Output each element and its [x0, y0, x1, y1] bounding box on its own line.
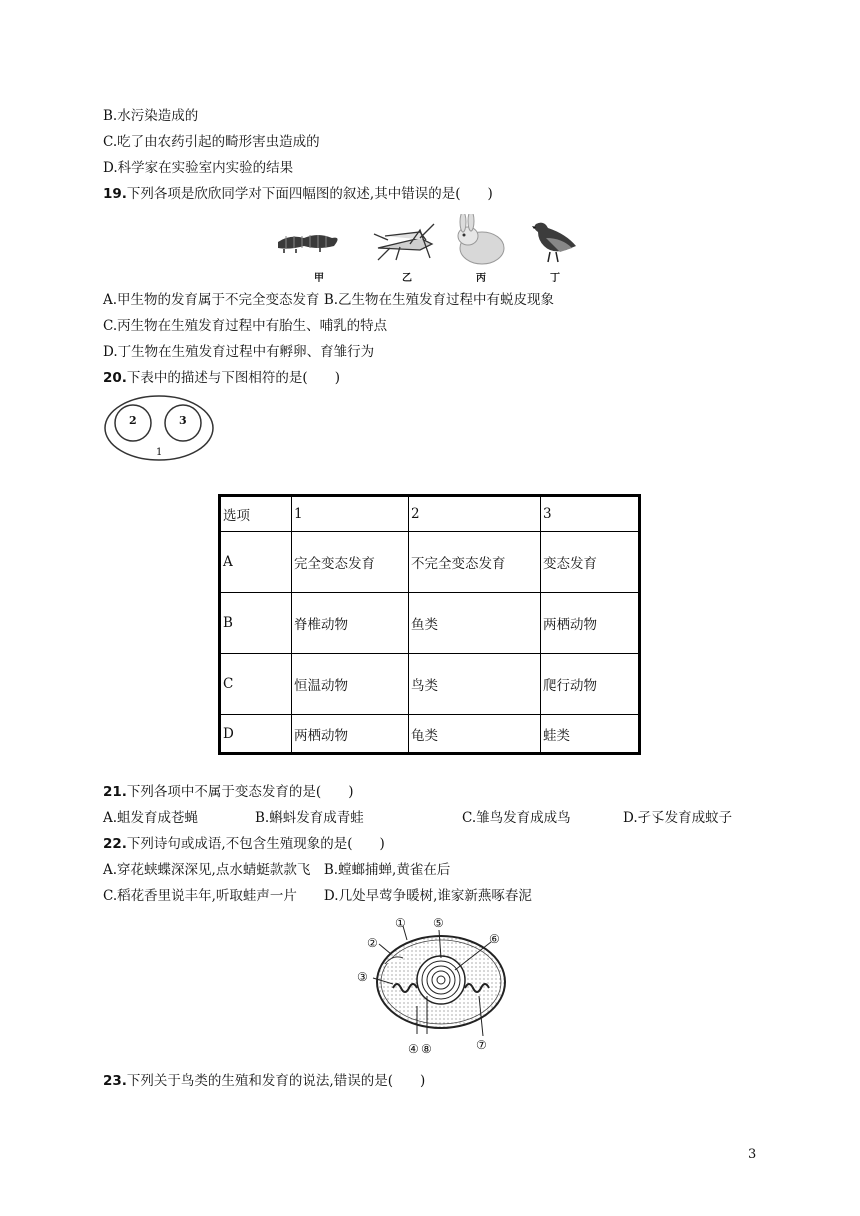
table-header-cell: 2: [409, 496, 541, 532]
q20-number: 20.: [103, 370, 127, 386]
q23-question: [103, 1072, 425, 1090]
q19-options-ab: A.甲生物的发育属于不完全变态发育 B.乙生物在生殖发育过程中有蜕皮现象: [103, 292, 555, 308]
grasshopper-image: [374, 224, 434, 260]
q21-option-b: B.蝌蚪发育成青蛙: [255, 810, 364, 826]
q21-option-a: A.蛆发育成苍蝇: [103, 810, 199, 826]
venn-diagram: [103, 393, 215, 463]
egg-label-2: ②: [367, 936, 378, 950]
caterpillar-image: [278, 235, 338, 253]
egg-label-4: ④: [408, 1042, 419, 1056]
q19-number: 19.: [103, 186, 127, 202]
q19-stem: 下列各项是欣欣同学对下面四幅图的叙述,其中错误的是( ): [126, 186, 493, 202]
q18-option-b: B.水污染造成的: [103, 108, 199, 124]
table-row: [220, 654, 640, 715]
table-cell: 爬行动物: [541, 654, 640, 715]
table-cell: B: [220, 593, 292, 654]
table-header-cell: 3: [541, 496, 640, 532]
q22-number: 22.: [103, 836, 127, 852]
q22-stem: 下列诗句或成语,不包含生殖现象的是( ): [126, 836, 385, 852]
table-cell: 鸟类: [409, 654, 541, 715]
table-header-row: [220, 496, 640, 532]
q22-options-ab: A.穿花蛱蝶深深见,点水蜻蜓款款飞 B.螳螂捕蝉,黄雀在后: [103, 862, 451, 878]
q22-options-cd: C.稻花香里说丰年,听取蛙声一片 D.几处早莺争暖树,谁家新燕啄春泥: [103, 888, 532, 904]
venn-label-3: 3: [179, 414, 187, 427]
animal-label-ding: 丁: [550, 273, 560, 284]
rabbit-image: [458, 214, 504, 264]
egg-label-3: ③: [357, 970, 368, 984]
q21-option-d: D.孑孓发育成蚊子: [623, 810, 733, 826]
table-cell: 恒温动物: [292, 654, 409, 715]
table-row: [220, 593, 640, 654]
q21-question: [103, 783, 353, 801]
q21-option-c: C.雏鸟发育成成鸟: [462, 810, 571, 826]
q18-option-d: D.科学家在实验室内实验的结果: [103, 160, 294, 176]
table-cell: 完全变态发育: [292, 532, 409, 593]
page-number: 3: [748, 1147, 757, 1162]
pigeon-image: [532, 223, 576, 262]
table-cell: 两栖动物: [541, 593, 640, 654]
egg-label-5: ⑤: [433, 916, 444, 930]
table-cell: 两栖动物: [292, 715, 409, 754]
table-cell: 不完全变态发育: [409, 532, 541, 593]
q23-stem: 下列关于鸟类的生殖和发育的说法,错误的是( ): [126, 1073, 426, 1089]
table-cell: 鱼类: [409, 593, 541, 654]
table-header-cell: 选项: [220, 496, 292, 532]
table-cell: C: [220, 654, 292, 715]
q18-option-c: C.吃了由农药引起的畸形害虫造成的: [103, 134, 320, 150]
egg-label-6: ⑥: [489, 932, 500, 946]
animal-label-bing: 丙: [476, 273, 486, 284]
q19-option-c: C.丙生物在生殖发育过程中有胎生、哺乳的特点: [103, 318, 388, 334]
table-cell: 脊椎动物: [292, 593, 409, 654]
q21-stem: 下列各项中不属于变态发育的是( ): [126, 784, 354, 800]
q19-question: [103, 185, 493, 203]
q20-question: [103, 369, 340, 387]
animal-label-jia: 甲: [314, 273, 324, 284]
q21-number: 21.: [103, 784, 127, 800]
table-cell: D: [220, 715, 292, 754]
table-row: [220, 532, 640, 593]
q20-options-table: [218, 494, 641, 755]
egg-label-8: ⑧: [421, 1042, 432, 1056]
q22-question: [103, 835, 385, 853]
egg-label-7: ⑦: [476, 1038, 487, 1052]
table-header-cell: 1: [292, 496, 409, 532]
q19-option-d: D.丁生物在生殖发育过程中有孵卵、育雏行为: [103, 344, 375, 360]
animal-label-yi: 乙: [402, 273, 412, 284]
table-cell: A: [220, 532, 292, 593]
table-cell: 龟类: [409, 715, 541, 754]
egg-structure-diagram: [355, 914, 515, 1058]
q23-number: 23.: [103, 1073, 127, 1089]
q20-stem: 下表中的描述与下图相符的是( ): [126, 370, 340, 386]
table-cell: 蛙类: [541, 715, 640, 754]
venn-label-2: 2: [129, 414, 137, 427]
venn-label-1: 1: [156, 447, 163, 458]
table-cell: 变态发育: [541, 532, 640, 593]
q19-animal-figure: [270, 214, 590, 284]
egg-label-1: ①: [395, 916, 406, 930]
table-row: [220, 715, 640, 754]
